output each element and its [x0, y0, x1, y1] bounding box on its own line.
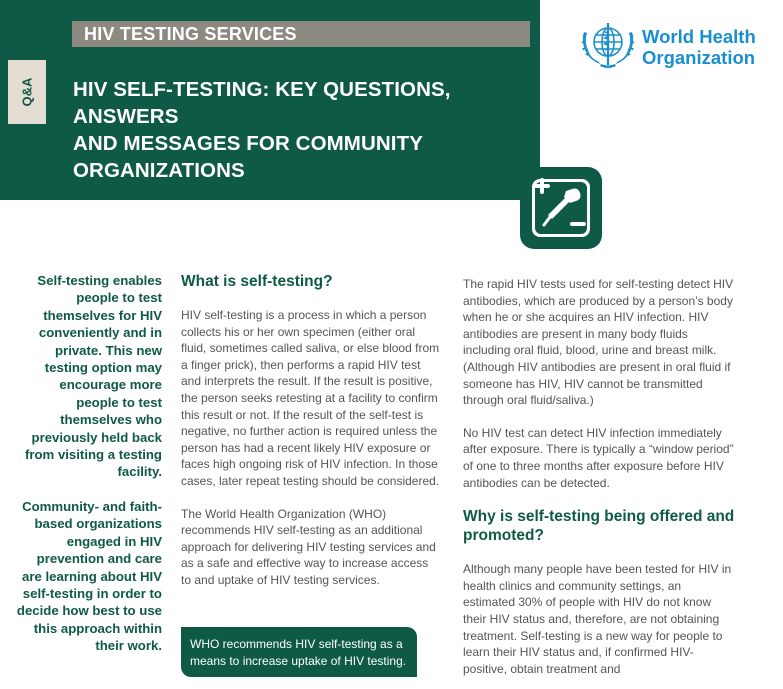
- sidebar-pullquotes: [14, 272, 162, 672]
- callout-box: [181, 627, 417, 677]
- title-line-2: AND MESSAGES FOR COMMUNITY ORGANIZATIONS: [73, 132, 423, 182]
- who-emblem-icon: [578, 18, 638, 70]
- pullquote-1: Self-testing enables people to test themselves for HIV conveniently and in private. This new testing option may encourage more people to test themselves who previously held back from visiting a testing facility.: [24, 273, 162, 480]
- who-wordmark-line-2: Organization: [642, 47, 756, 68]
- section-label: HIV TESTING SERVICES: [84, 24, 297, 44]
- pipette-test-icon: [520, 167, 602, 249]
- col1-paragraph-2: The World Health Organization (WHO) recommends HIV self-testing as an additional approach for delivering HIV testing services and as a safe and effective way to increase access to and uptake of HIV testing services.: [181, 506, 436, 587]
- callout-text: WHO recommends HIV self-testing as a means to increase uptake of HIV testing.: [190, 637, 407, 668]
- column-2: [463, 276, 735, 677]
- who-logo: [578, 18, 768, 70]
- col2-paragraph-2: No HIV test can detect HIV infection immediately after exposure. There is typically a “window period” of one to three months after exposure before HIV antibodies can be detected.: [463, 425, 734, 490]
- self-test-icon: [520, 167, 602, 249]
- heading-what-is-self-testing: What is self-testing?: [181, 273, 333, 290]
- title-line-1: HIV SELF-TESTING: KEY QUESTIONS, ANSWERS: [73, 78, 451, 128]
- col2-paragraph-3: Although many people have been tested for HIV in health clinics and community settings, an estimated 30% of people with HIV do not know their HIV status and, therefore, are not obtaining treatment. Self-testing is a new way for people to learn their HIV status and, if confirmed HIV-positive, obtain treatment and: [463, 562, 732, 676]
- col1-paragraph-1: HIV self-testing is a process in which a person collects his or her own specimen (either oral fluid, sometimes called saliva, or else blood from a finger prick), then performs a rapid HIV test and interprets the result. If the result is positive, the person seeks retesting at a facility to confirm this result or not. If the result of the self-test is negative, no further action is required unless the person has had a recent likely HIV exposure or faces high ongoing risk of HIV infection. In those cases, later repeat testing should be considered.: [181, 308, 440, 488]
- pullquote-2: Community- and faith-based organizations engaged in HIV prevention and care are learning about HIV self-testing in order to decide how best to use this approach within their work.: [16, 498, 162, 654]
- heading-why-self-testing: Why is self-testing being offered and promoted?: [463, 508, 735, 545]
- document-title: [73, 76, 533, 184]
- who-wordmark-line-1: World Health: [642, 26, 756, 47]
- section-bar: [72, 21, 530, 47]
- col2-paragraph-1: The rapid HIV tests used for self-testing detect HIV antibodies, which are produced by a person’s body when he or she acquires an HIV infection. HIV antibodies are present in many body fluids including oral fluid, blood, urine and breast milk. (Although HIV antibodies are present in oral fluid if someone has HIV, HIV cannot be transmitted through oral fluid/saliva.): [463, 277, 734, 408]
- qa-side-tab: [8, 60, 46, 124]
- who-wordmark: [642, 26, 756, 68]
- column-1: [181, 272, 441, 589]
- qa-label: Q&A: [19, 77, 35, 107]
